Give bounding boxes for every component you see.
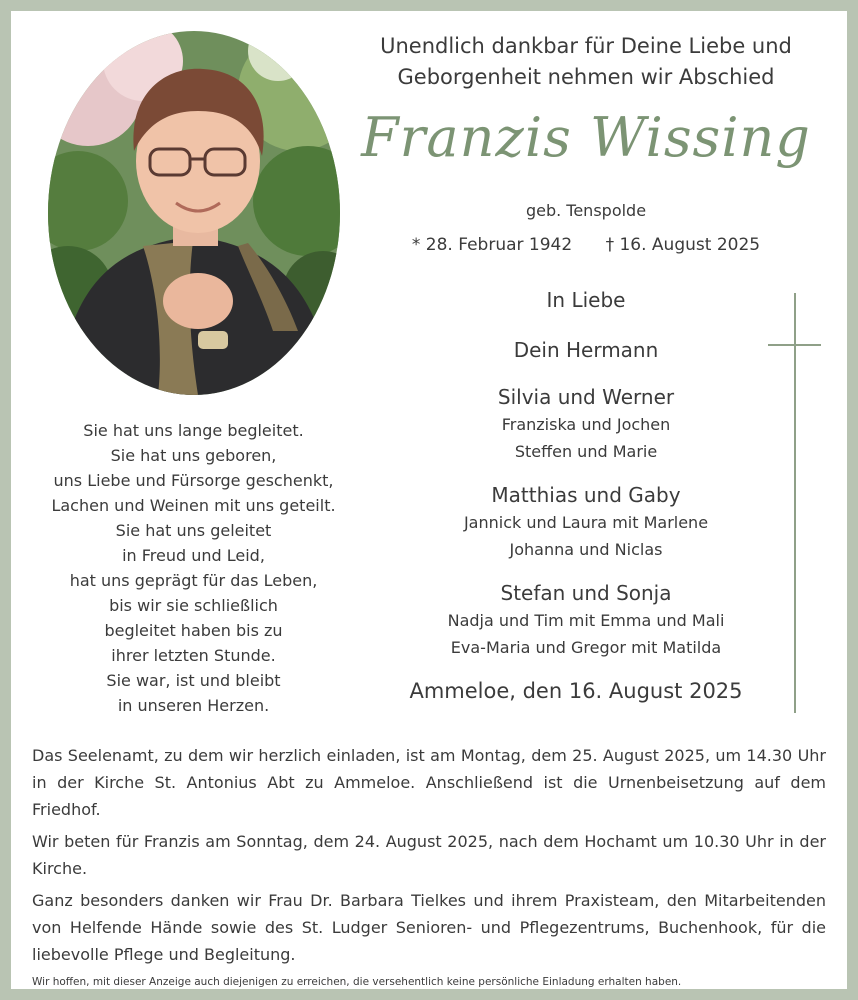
poem-line: in unseren Herzen. [117,696,270,715]
intro-line-1: Unendlich dankbar für Deine Liebe und [380,34,792,58]
poem-line: Sie hat uns lange begleitet. [83,421,304,440]
deceased-name: Franzis Wissing [361,106,811,169]
poem-line: Sie hat uns geboren, [110,446,277,465]
requiem-note: Das Seelenamt, zu dem wir herzlich einladen, ist am Montag, dem 25. August 2025, um 14.30 Uhr in der Kirche St. Antonius Abt zu Ammeloe. Anschließend ist die Urnenbeisetzung auf dem Friedhof. [32,746,826,819]
place-date: Ammeloe, den 16. August 2025 [409,679,743,703]
poem-line: ihrer letzten Stunde. [111,646,276,665]
poem [26,418,361,718]
cross-icon [794,293,796,713]
prayer-note: Wir beten für Franzis am Sonntag, dem 24. August 2025, nach dem Hochamt um 10.30 Uhr in der Kirche. [32,832,826,878]
poem-line: uns Liebe und Fürsorge geschenkt, [53,471,334,490]
family-group-title: Silvia und Werner [497,385,675,409]
portrait-photo [48,31,340,395]
thanks-note: Ganz besonders danken wir Frau Dr. Barbara Tielkes und ihrem Praxisteam, den Mitarbeitenden von Helfende Hände sowie des St. Ludger Senioren- und Pflegezentrums, Buchenhook, für die liebevolle Pflege und Begleitung. [32,891,826,964]
family-group [401,481,771,563]
partner-name: Dein Hermann [513,338,659,362]
family-group-line: Jannick und Laura mit Marlene [463,513,709,532]
family-group-line: Nadja und Tim mit Emma und Mali [447,611,725,630]
poem-line: Sie hat uns geleitet [115,521,272,540]
family-list [401,287,771,705]
obituary-card [11,11,847,989]
family-group-title: Matthias und Gaby [491,483,681,507]
life-dates [351,235,821,255]
intro-line-2: Geborgenheit nehmen wir Abschied [397,65,775,89]
family-group-title: Stefan und Sonja [500,581,672,605]
in-love-label: In Liebe [546,288,626,312]
death-date: † 16. August 2025 [605,235,761,255]
family-group-line: Franziska und Jochen [501,415,671,434]
poem-line: Sie war, ist und bleibt [106,671,281,690]
birth-date: * 28. Februar 1942 [411,235,573,255]
family-group-line: Steffen und Marie [514,442,658,461]
cross-icon-bar [768,344,821,346]
poem-line: bis wir sie schließlich [109,596,278,615]
family-group-line: Johanna und Niclas [509,540,663,559]
birth-name: geb. Tenspolde [525,201,647,220]
intro-text [351,31,821,93]
poem-line: in Freud und Leid, [122,546,265,565]
poem-line: Lachen und Weinen mit uns geteilt. [51,496,336,515]
service-notes [32,742,826,995]
family-group [401,579,771,661]
footnote: Wir hoffen, mit dieser Anzeige auch diejenigen zu erreichen, die versehentlich keine persönliche Einladung erhalten haben. [32,976,682,988]
poem-line: hat uns geprägt für das Leben, [69,571,318,590]
family-group-line: Eva-Maria und Gregor mit Matilda [450,638,722,657]
family-group [401,383,771,465]
poem-line: begleitet haben bis zu [104,621,283,640]
